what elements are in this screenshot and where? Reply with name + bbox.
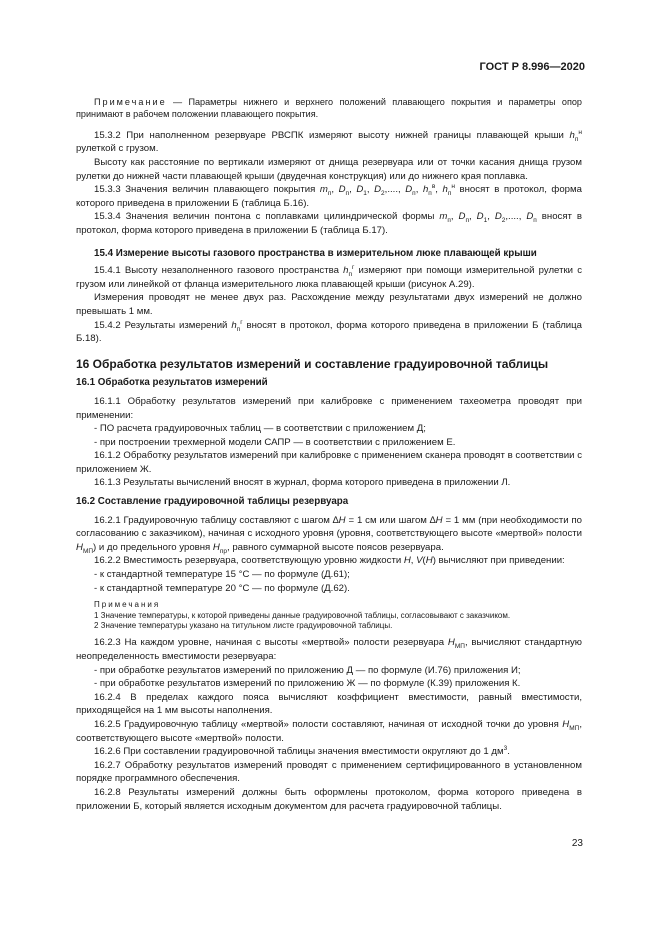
paragraph-16-2-3: 16.2.3 На каждом уровне, начиная с высоты «мертвой» полости резервуара $Н_{МП}$, вычисляют стандартную неопределенность вместимости резервуара: <box>76 637 582 663</box>
section-heading-16-1: 16.1 Обработка результатов измерений <box>76 377 268 389</box>
list-item: - к стандартной температуре 20 °С — по формуле (Д.62). <box>94 582 350 594</box>
paragraph-16-2-2: 16.2.2 Вместимость резервуара, соответствующую уровню жидкости Н, V(Н) вычисляют при приведении: <box>94 555 565 567</box>
paragraph-16-2-8: 16.2.8 Результаты измерений должны быть оформлены протоколом, форма которого приведена в приложении Б, который является исходным документом для расчета градуировочной таблицы. <box>76 786 582 812</box>
note-item: 1 Значение температуры, к которой приведены данные градуировочной таблицы, согласовывают с заказчиком. <box>94 610 511 620</box>
paragraph-15-3-2: 15.3.2 При наполненном резервуаре РВСПК измеряют высоту нижней границы плавающей крыши $h_п^н$ рулеткой с грузом. <box>76 128 582 155</box>
list-item: - при обработке результатов измерений по приложению Д — по формуле (И.76) приложения И; <box>94 664 521 676</box>
list-item: - к стандартной температуре 15 °С — по формуле (Д.61); <box>94 569 350 581</box>
paragraph-16-2-6: 16.2.6 При составлении градуировочной таблицы значения вместимости округляют до 1 $дм^3$. <box>94 745 510 758</box>
paragraph-16-1-3: 16.1.3 Результаты вычислений вносят в журнал, форма которого приведена в приложении Л. <box>94 477 511 489</box>
paragraph-16-2-1: 16.2.1 Градуировочную таблицу составляют с шагом ∆Н = 1 см или шагом ∆Н = 1 мм (при необходимости по согласованию с заказчиком), начиная с исходного уровня (уровня, соответствующего высоте «мертвой» полости $Н_{МП}$) и до предельного уровня $Н_{пр}$, равного суммарной высоте поясов резервуара. <box>76 514 582 555</box>
paragraph-15-3-3: 15.3.3 Значения величин плавающего покрытия $m_п$, $D_п$, $D_1$, $D_2$,...., $D_п$, $h_п^в$, $h_п^н$ вносят в протокол, форма которого приведена в приложении Б (таблица Б.16). <box>76 183 582 209</box>
list-item: - ПО расчета градуировочных таблиц — в соответствии с приложением Д; <box>94 423 426 435</box>
note-item: 2 Значение температуры указано на титульном листе градуировочной таблицы. <box>94 621 393 631</box>
section-heading-16: 16 Обработка результатов измерений и составление градуировочной таблицы <box>76 356 549 371</box>
section-heading-15-4: 15.4 Измерение высоты газового пространства в измерительном люке плавающей крыши <box>94 247 537 259</box>
note-text: — Параметры нижнего и верхнего положений плавающего покрытия и параметры опор принимают в рабочем положении плавающего покрытия. <box>76 97 582 120</box>
paragraph-16-1-1: 16.1.1 Обработку результатов измерений при калибровке с применением тахеометра проводят при применении: <box>76 395 582 421</box>
list-item: - при обработке результатов измерений по приложению Ж — по формуле (К.39) приложения К. <box>94 678 521 690</box>
note-label: Примечание <box>94 97 167 107</box>
notes-label: Примечания <box>94 600 161 610</box>
paragraph-15-3-2-height: Высоту как расстояние по вертикали измеряют от днища резервуара или от точки касания днища грузом рулетки до нижней части плавающей крыши (двудечная конструкция) или до нижнего края поплавка. <box>76 157 582 182</box>
standard-header: ГОСТ Р 8.996—2020 <box>479 61 585 73</box>
section-heading-16-2: 16.2 Составление градуировочной таблицы резервуара <box>76 496 349 508</box>
paragraph-16-2-5: 16.2.5 Градуировочную таблицу «мертвой» полости составляют, начиная от исходной точки до уровня $Н_{МП}$, соответствующего высоте «мертвой» полости. <box>76 719 582 744</box>
paragraph-16-1-2: 16.1.2 Обработку результатов измерений при калибровке с применением сканера проводят в соответствии с приложением Ж. <box>76 450 582 475</box>
list-item: - при построении трехмерной модели САПР — в соответствии с приложением Е. <box>94 436 456 448</box>
paragraph-15-4-1: 15.4.1 Высоту незаполненного газового пространства $h_п^г$ измеряют при помощи измерительной рулетки с грузом или линейкой от фланца измерительного люка плавающей крыши (рисунок А.29). <box>76 263 582 290</box>
page-number: 23 <box>571 838 583 849</box>
paragraph-15-4-2: 15.4.2 Результаты измерений $h_п^г$ вносят в протокол, форма которого приведена в приложении Б (таблица Б.18). <box>76 318 582 345</box>
paragraph-16-2-4: 16.2.4 В пределах каждого пояса вычисляют коэффициент вместимости, равный вместимости, приходящейся на 1 мм высоты наполнения. <box>76 691 582 717</box>
page-body <box>76 96 582 813</box>
paragraph-15-3-4: 15.3.4 Значения величин понтона с поплавками цилиндрической формы $m_п$, $D_п$, $D_1$, $D_2$,...., $D_п$ вносят в протокол, форма которого приведена в приложении Б (таблица Б.17). <box>76 211 582 236</box>
paragraph-15-4-1-repeat: Измерения проводят не менее двух раз. Расхождение между результатами двух измерений не должно превышать 1 мм. <box>76 292 582 317</box>
note-paragraph <box>76 96 582 121</box>
paragraph-16-2-7: 16.2.7 Обработку результатов измерений проводят с применением сертифицированного в установленном порядке программного обеспечения. <box>76 759 582 785</box>
